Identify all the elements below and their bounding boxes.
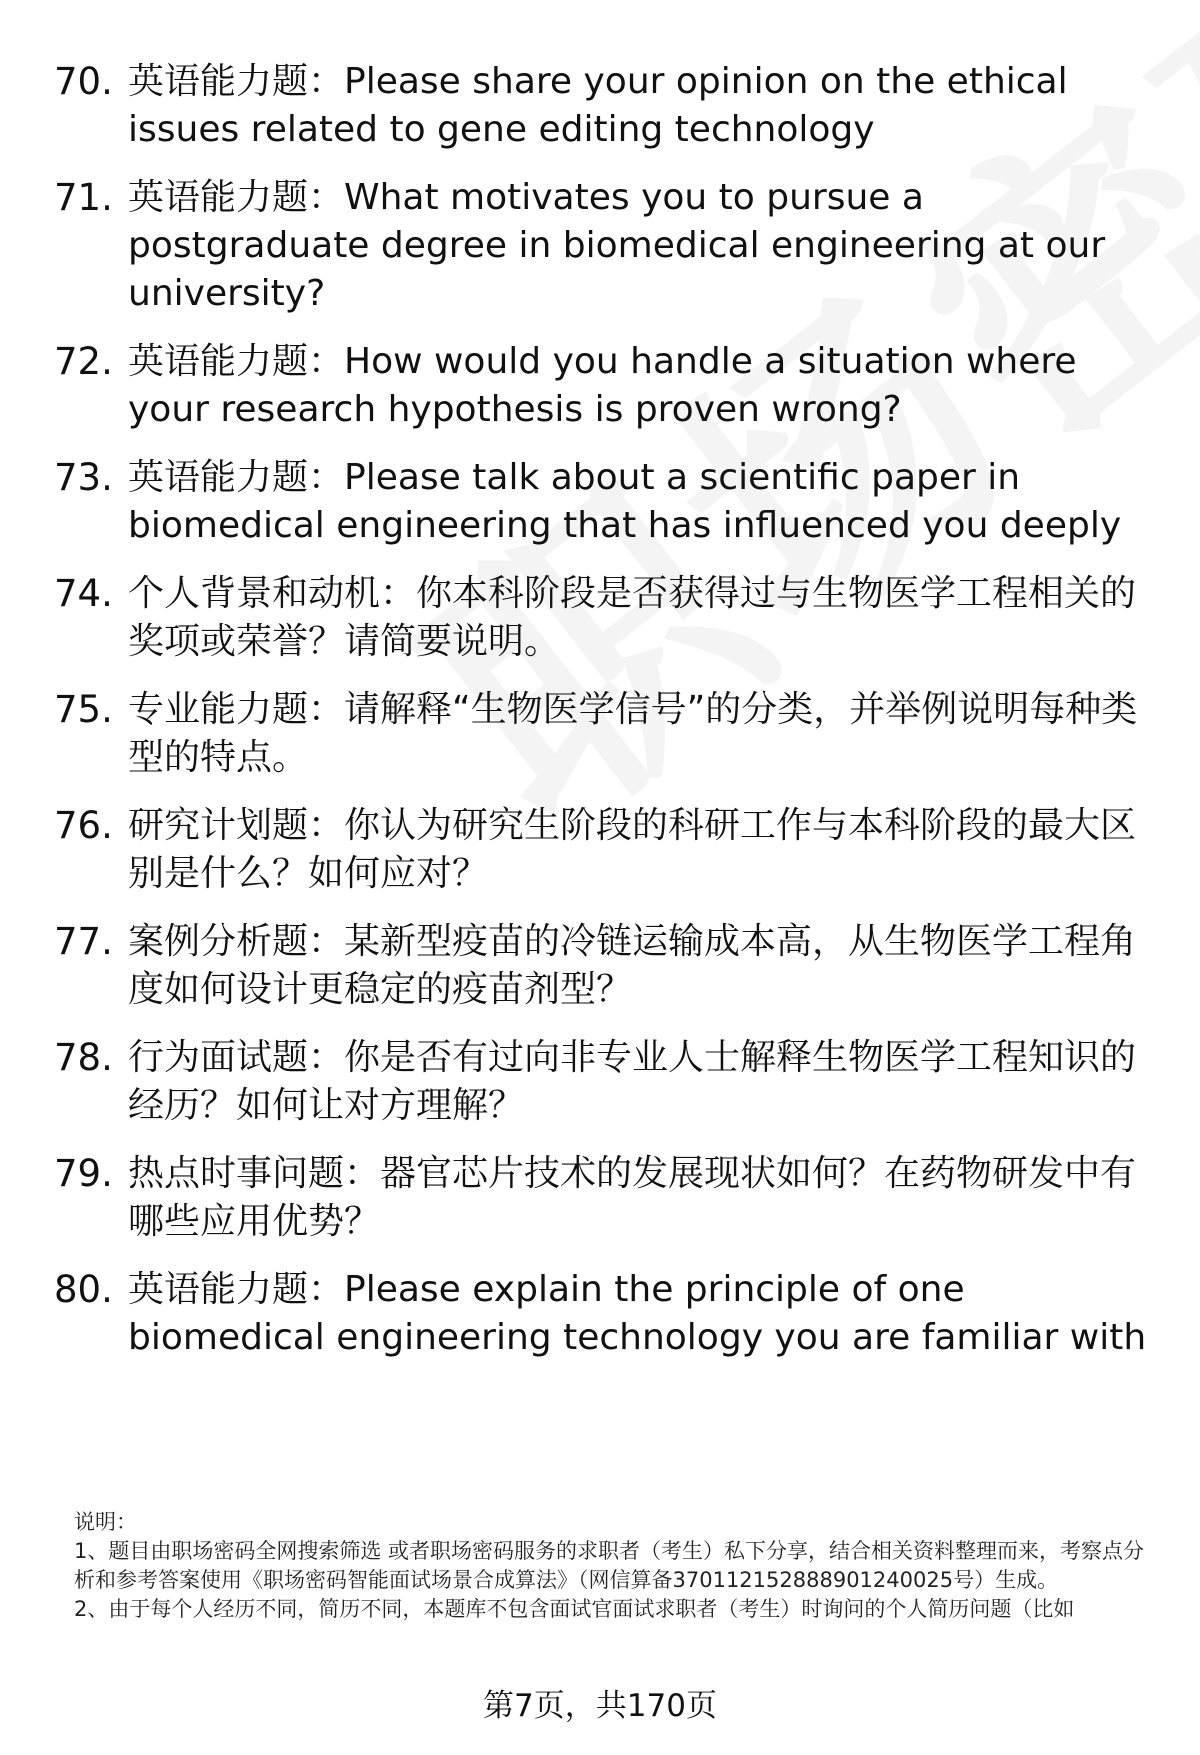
question-item — [54, 338, 1154, 434]
question-item — [54, 686, 1154, 782]
question-number: 70. — [54, 60, 113, 103]
page-number: 第7页，共170页 — [483, 1688, 717, 1724]
question-item — [54, 454, 1154, 550]
question-text: 热点时事问题：器官芯片技术的发展现状如何？在药物研发中有哪些应用优势？ — [128, 1153, 1137, 1242]
question-number: 74. — [54, 572, 113, 615]
question-item — [54, 1266, 1154, 1362]
question-item — [54, 1034, 1154, 1130]
question-text: 英语能力题：Please explain the principle of one biomedical engineering technology you are familiar with — [128, 1269, 1147, 1358]
question-number: 79. — [54, 1152, 113, 1195]
notes-section — [74, 1508, 1154, 1624]
notes-heading: 说明： — [74, 1510, 137, 1534]
question-number: 75. — [54, 688, 113, 731]
question-text: 行为面试题：你是否有过向非专业人士解释生物医学工程知识的经历？如何让对方理解？ — [128, 1037, 1137, 1126]
question-item — [54, 918, 1154, 1014]
question-text: 个人背景和动机：你本科阶段是否获得过与生物医学工程相关的奖项或荣誉？请简要说明。 — [128, 573, 1137, 662]
question-number: 77. — [54, 920, 113, 963]
question-text: 英语能力题：What motivates you to pursue a postgraduate degree in biomedical engineering at our university? — [128, 177, 1106, 314]
note-item: 1、题目由职场密码全网搜索筛选 或者职场密码服务的求职者（考生）私下分享，结合相关资料整理而来，考察点分析和参考答案使用《职场密码智能面试场景合成算法》（网信算备370112152888901240025号）生成。 — [74, 1539, 1145, 1592]
question-item — [54, 174, 1154, 318]
question-item — [54, 1150, 1154, 1246]
question-text: 英语能力题：How would you handle a situation where your research hypothesis is proven wrong? — [128, 341, 1077, 430]
question-number: 78. — [54, 1036, 113, 1079]
question-item — [54, 802, 1154, 898]
question-text: 研究计划题：你认为研究生阶段的科研工作与本科阶段的最大区别是什么？如何应对？ — [128, 805, 1137, 894]
note-item: 2、由于每个人经历不同，简历不同，本题库不包含面试官面试求职者（考生）时询问的个人简历问题（比如 — [74, 1597, 1075, 1621]
question-list — [54, 58, 1154, 1382]
question-number: 71. — [54, 176, 113, 219]
question-text: 英语能力题：Please share your opinion on the ethical issues related to gene editing technology — [128, 61, 1068, 150]
question-text: 案例分析题：某新型疫苗的冷链运输成本高，从生物医学工程角度如何设计更稳定的疫苗剂型？ — [128, 921, 1137, 1010]
question-number: 72. — [54, 340, 113, 383]
question-number: 73. — [54, 456, 113, 499]
question-number: 76. — [54, 804, 113, 847]
question-text: 英语能力题：Please talk about a scientific paper in biomedical engineering that has influenced you deeply — [128, 457, 1122, 546]
question-item — [54, 58, 1154, 154]
question-item — [54, 570, 1154, 666]
question-text: 专业能力题：请解释“生物医学信号”的分类，并举例说明每种类型的特点。 — [128, 689, 1138, 778]
question-number: 80. — [54, 1268, 113, 1311]
